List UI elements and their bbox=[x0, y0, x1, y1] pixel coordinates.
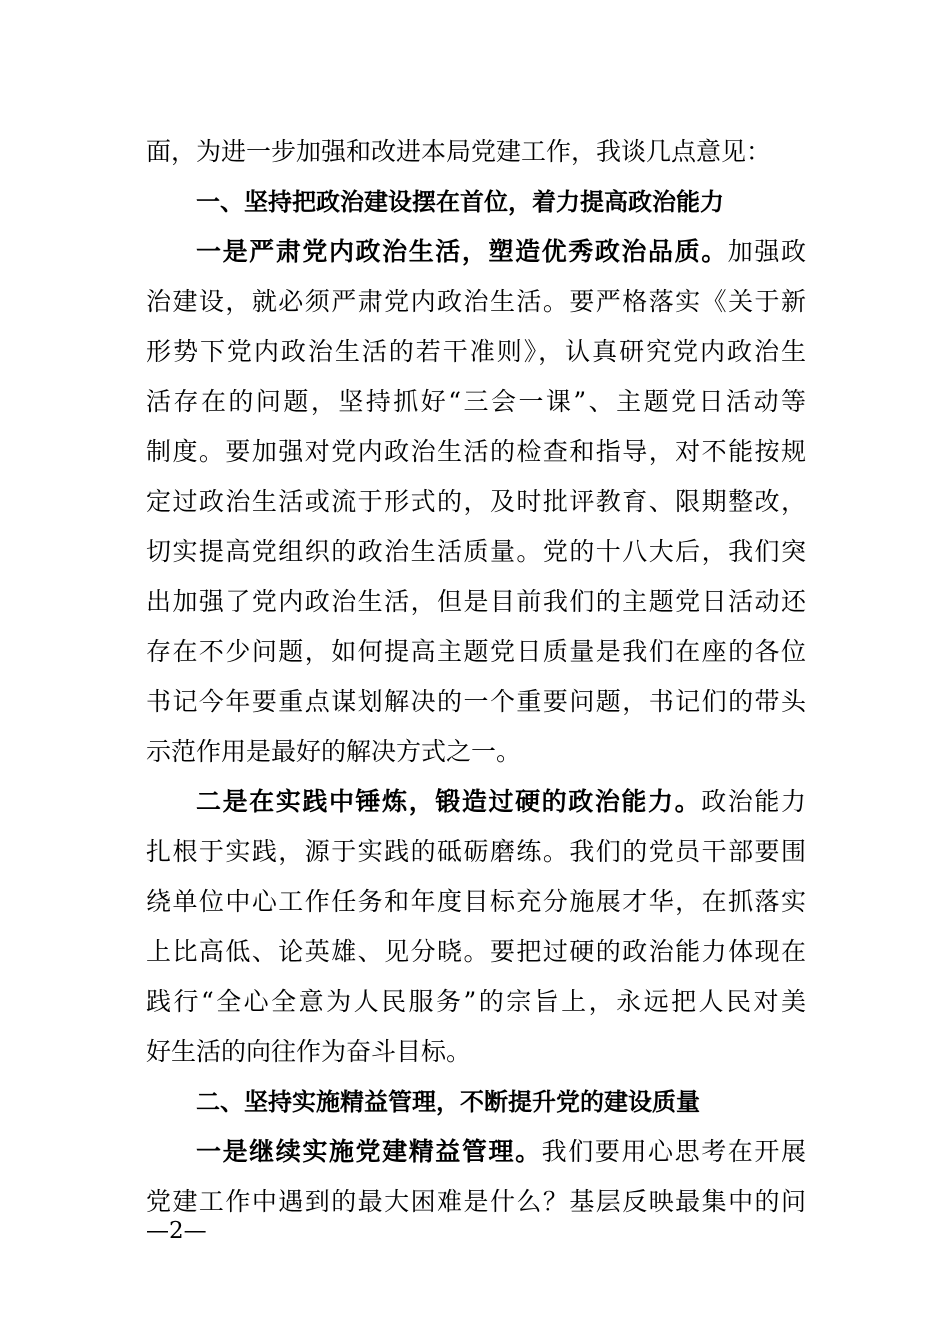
paragraph-line: 活存在的问题，坚持抓好“三会一课”、主题党日活动等 bbox=[146, 387, 806, 416]
paragraph-line: 践行“全心全意为人民服务”的宗旨上，永远把人民对美 bbox=[146, 987, 806, 1016]
paragraph-line: 示范作用是最好的解决方式之一。 bbox=[146, 737, 522, 766]
paragraph-line: 制度。要加强对党内政治生活的检查和指导，对不能按规 bbox=[146, 437, 806, 466]
bold-lead: 一是继续实施党建精益管理。 bbox=[196, 1137, 542, 1166]
section-heading: 一、坚持把政治建设摆在首位，着力提高政治能力 bbox=[196, 188, 724, 216]
paragraph-line: 一是严肃党内政治生活，塑造优秀政治品质。加强政 bbox=[196, 237, 806, 266]
paragraph-line: 扎根于实践，源于实践的砥砺磨练。我们的党员干部要围 bbox=[146, 837, 806, 866]
paragraph-line: 形势下党内政治生活的若干准则》，认真研究党内政治生 bbox=[146, 337, 806, 366]
page-number: —2— bbox=[146, 1218, 207, 1244]
paragraph-line: 出加强了党内政治生活，但是目前我们的主题党日活动还 bbox=[146, 587, 806, 616]
section-heading: 二、坚持实施精益管理，不断提升党的建设质量 bbox=[196, 1088, 700, 1116]
paragraph-line: 绕单位中心工作任务和年度目标充分施展才华，在抓落实 bbox=[146, 887, 806, 916]
paragraph-line: 存在不少问题，如何提高主题党日质量是我们在座的各位 bbox=[146, 637, 806, 666]
bold-lead: 一是严肃党内政治生活，塑造优秀政治品质。 bbox=[196, 237, 728, 266]
paragraph-line: 面，为进一步加强和改进本局党建工作，我谈几点意见： bbox=[146, 137, 772, 166]
bold-lead: 二是在实践中锤炼，锻造过硬的政治能力。 bbox=[196, 787, 702, 816]
paragraph-line: 党建工作中遇到的最大困难是什么？基层反映最集中的问 bbox=[146, 1187, 806, 1216]
paragraph-line: 切实提高党组织的政治生活质量。党的十八大后，我们突 bbox=[146, 537, 806, 566]
document-body bbox=[146, 127, 806, 1227]
paragraph-line: 书记今年要重点谋划解决的一个重要问题，书记们的带头 bbox=[146, 687, 806, 716]
paragraph-line: 定过政治生活或流于形式的，及时批评教育、限期整改， bbox=[146, 487, 806, 516]
paragraph-line: 一是继续实施党建精益管理。我们要用心思考在开展 bbox=[196, 1137, 806, 1166]
paragraph-line: 治建设，就必须严肃党内政治生活。要严格落实《关于新 bbox=[146, 287, 806, 316]
paragraph-line: 二是在实践中锤炼，锻造过硬的政治能力。政治能力 bbox=[196, 787, 806, 816]
paragraph-line: 上比高低、论英雄、见分晓。要把过硬的政治能力体现在 bbox=[146, 937, 806, 966]
paragraph-line: 好生活的向往作为奋斗目标。 bbox=[146, 1037, 472, 1066]
